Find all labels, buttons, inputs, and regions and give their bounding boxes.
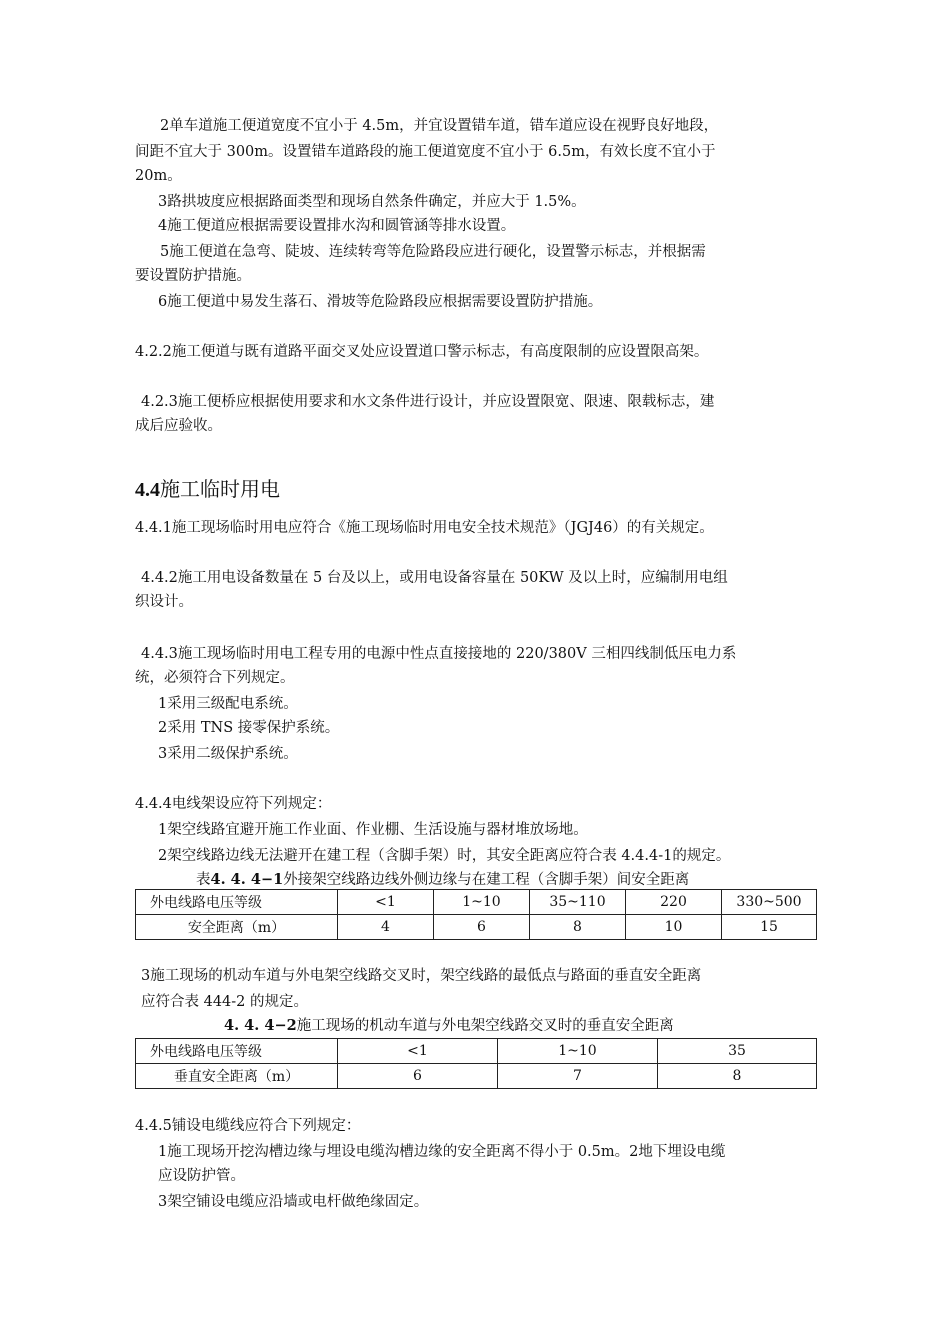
paragraph-line: 要设置防护措施。 <box>135 268 251 284</box>
paragraph-line: 5施工便道在急弯、陡坡、连续转弯等危险路段应进行硬化，设置警示标志，并根据需 <box>160 244 706 260</box>
table2-caption-number: 4. 4. 4−2 <box>224 1017 297 1034</box>
table-row <box>136 890 817 915</box>
paragraph-line: 应设防护管。 <box>158 1168 245 1184</box>
table1-voltage-cell: 35~110 <box>530 890 626 915</box>
paragraph-line: 应符合表 444-2 的规定。 <box>141 994 309 1010</box>
table1-voltage-cell: 220 <box>626 890 722 915</box>
paragraph-line: 统，必须符合下列规定。 <box>135 670 295 686</box>
table1-distance-cell: 6 <box>434 915 530 940</box>
table1-distance-cell: 15 <box>722 915 817 940</box>
table1-header-label: 外电线路电压等级 <box>136 890 338 915</box>
table1-caption <box>196 870 689 890</box>
paragraph-line: 2单车道施工便道宽度不宜小于 4.5m，并宜设置错车道，错车道应设在视野良好地段， <box>160 118 719 134</box>
list-item: 3架空铺设电缆应沿墙或电杆做绝缘固定。 <box>158 1194 429 1210</box>
table2-header-label: 外电线路电压等级 <box>136 1039 338 1064</box>
clause-4-4-2: 4.4.2施工用电设备数量在 5 台及以上，或用电设备容量在 50KW 及以上时，应编制用电组 <box>141 570 728 586</box>
list-item: 1施工现场开挖沟槽边缘与埋设电缆沟槽边缘的安全距离不得小于 0.5m。2地下埋设电缆 <box>158 1144 726 1160</box>
table2-voltage-cell: 1~10 <box>498 1039 658 1064</box>
table1-distance-cell: 10 <box>626 915 722 940</box>
table1-row-label: 安全距离（m） <box>136 915 338 940</box>
table2-distance-cell: 6 <box>338 1064 498 1089</box>
table2-distance-cell: 8 <box>658 1064 817 1089</box>
list-item: 2架空线路边线无法避开在建工程（含脚手架）时，其安全距离应符合表 4.4.4-1的规定。 <box>158 848 731 864</box>
paragraph-line: 成后应验收。 <box>135 418 222 434</box>
table1-voltage-cell: 330~500 <box>722 890 817 915</box>
table2-caption <box>224 1016 674 1036</box>
table1-distance-cell: 4 <box>338 915 434 940</box>
table2-caption-text: 施工现场的机动车道与外电架空线路交叉时的垂直安全距离 <box>296 1018 674 1034</box>
table2-distance-cell: 7 <box>498 1064 658 1089</box>
paragraph-line: 间距不宜大于 300m。设置错车道路段的施工便道宽度不宜小于 6.5m，有效长度不宜小于 <box>135 144 716 160</box>
table2-voltage-cell: <1 <box>338 1039 498 1064</box>
clause-4-4-5: 4.4.5铺设电缆线应符合下列规定： <box>135 1118 361 1134</box>
table1-safety-distance <box>135 889 817 940</box>
section-number: 4.4 <box>135 479 160 501</box>
list-item: 1架空线路宜避开施工作业面、作业棚、生活设施与器材堆放场地。 <box>158 822 588 838</box>
table1-caption-number: 4. 4. 4−1 <box>210 871 284 888</box>
paragraph-line: 织设计。 <box>135 594 193 610</box>
table1-caption-prefix: 表 <box>196 872 211 888</box>
table-row <box>136 1064 817 1089</box>
clause-4-2-3: 4.2.3施工便桥应根据使用要求和水文条件进行设计，并应设置限宽、限速、限载标志，建 <box>141 394 715 410</box>
list-item: 2采用 TNS 接零保护系统。 <box>158 720 340 736</box>
section-title: 施工临时用电 <box>160 477 280 501</box>
list-item: 1采用三级配电系统。 <box>158 696 298 712</box>
table1-voltage-cell: 1~10 <box>434 890 530 915</box>
clause-4-4-4: 4.4.4电线架设应符下列规定： <box>135 796 332 812</box>
clause-4-2-2: 4.2.2施工便道与既有道路平面交叉处应设置道口警示标志，有高度限制的应设置限高架。 <box>135 344 709 360</box>
paragraph-line: 3路拱坡度应根据路面类型和现场自然条件确定，并应大于 1.5%。 <box>158 194 586 210</box>
paragraph-line: 20m。 <box>135 168 182 184</box>
table-row <box>136 915 817 940</box>
table2-row-label: 垂直安全距离（m） <box>136 1064 338 1089</box>
table1-distance-cell: 8 <box>530 915 626 940</box>
list-item: 3施工现场的机动车道与外电架空线路交叉时，架空线路的最低点与路面的垂直安全距离 <box>141 968 702 984</box>
clause-4-4-3: 4.4.3施工现场临时用电工程专用的电源中性点直接接地的 220/380V 三相四线制低压电力系 <box>141 646 737 662</box>
clause-4-4-1: 4.4.1施工现场临时用电应符合《施工现场临时用电安全技术规范》（JGJ46）的有关规定。 <box>135 520 714 536</box>
table2-voltage-cell: 35 <box>658 1039 817 1064</box>
table1-voltage-cell: <1 <box>338 890 434 915</box>
paragraph-line: 6施工便道中易发生落石、滑坡等危险路段应根据需要设置防护措施。 <box>158 294 603 310</box>
table2-vertical-distance <box>135 1038 817 1089</box>
paragraph-line: 4施工便道应根据需要设置排水沟和圆管涵等排水设置。 <box>158 218 516 234</box>
section-heading <box>135 476 280 503</box>
list-item: 3采用二级保护系统。 <box>158 746 298 762</box>
table-row <box>136 1039 817 1064</box>
table1-caption-text: 外接架空线路边线外侧边缘与在建工程（含脚手架）间安全距离 <box>283 872 690 888</box>
